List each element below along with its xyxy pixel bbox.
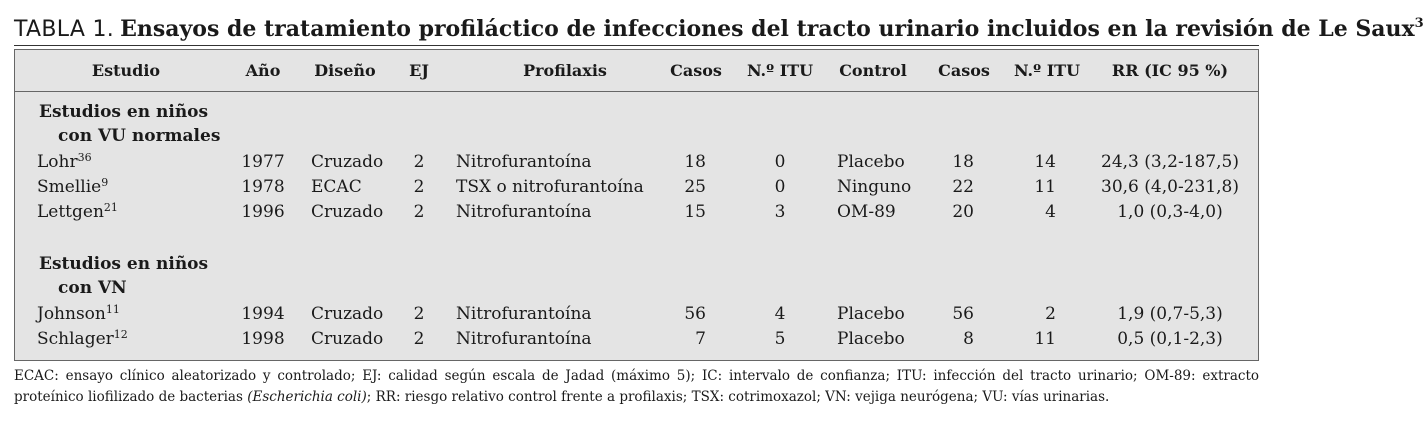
- cell-design: ECAC: [311, 177, 362, 197]
- cell-itu: 0: [774, 152, 786, 172]
- cell-year: 1998: [241, 329, 285, 349]
- cell-cases: 7: [695, 329, 706, 349]
- col-header-control: Control: [839, 61, 907, 80]
- cell-ej: 2: [413, 152, 425, 172]
- cell-itu: 5: [774, 329, 786, 349]
- cell-control-itu: 14: [1034, 152, 1056, 172]
- col-header-estudio: Estudio: [91, 61, 161, 80]
- table-title-text: Ensayos de tratamiento profiláctico de infecciones del tracto urinario incluidos en la revisión de Le Saux$^3$: [120, 16, 1424, 42]
- col-header-ano: Año: [245, 61, 281, 80]
- cell-rr: 1,0 (0,3-4,0): [1117, 202, 1223, 222]
- col-header-profilaxis: Profilaxis: [523, 61, 607, 80]
- cell-rr: 30,6 (4,0-231,8): [1101, 177, 1239, 197]
- cell-control-cases: 56: [952, 304, 974, 324]
- cell-ej: 2: [413, 177, 425, 197]
- cell-control-cases: 22: [952, 177, 974, 197]
- cell-control: Placebo: [837, 152, 905, 172]
- cell-prophylaxis: Nitrofurantoína: [456, 329, 592, 349]
- cell-rr: 24,3 (3,2-187,5): [1101, 152, 1239, 172]
- cell-control-cases: 20: [952, 202, 974, 222]
- cell-design: Cruzado: [311, 152, 384, 172]
- cell-study: Smellie$^9$: [37, 176, 109, 197]
- study-reference: 9: [101, 176, 109, 189]
- cell-study: Schlager$^{12}$: [37, 328, 128, 349]
- study-reference: 21: [103, 201, 118, 214]
- study-reference: 36: [77, 151, 92, 164]
- cell-design: Cruzado: [311, 329, 384, 349]
- footnote-italic: (Escherichia coli): [247, 389, 367, 405]
- cell-rr: 1,9 (0,7-5,3): [1117, 304, 1223, 324]
- cell-control-itu: 2: [1045, 304, 1056, 324]
- data-table: [14, 49, 1259, 361]
- cell-cases: 56: [684, 304, 706, 324]
- col-header-casos: Casos: [670, 61, 722, 80]
- cell-control-cases: 8: [963, 329, 974, 349]
- cell-control: OM-89: [837, 202, 896, 222]
- col-header-control-itu: N.º ITU: [1013, 61, 1081, 80]
- cell-design: Cruzado: [311, 202, 384, 222]
- cell-ej: 2: [413, 304, 425, 324]
- cell-rr: 0,5 (0,1-2,3): [1117, 329, 1223, 349]
- col-header-ej: EJ: [409, 61, 429, 80]
- cell-year: 1994: [241, 304, 285, 324]
- cell-prophylaxis: Nitrofurantoína: [456, 152, 592, 172]
- cell-prophylaxis: TSX o nitrofurantoína: [456, 177, 644, 197]
- cell-ej: 2: [413, 202, 425, 222]
- col-header-itu: N.º ITU: [746, 61, 814, 80]
- cell-ej: 2: [413, 329, 425, 349]
- table-title: [14, 14, 1424, 45]
- title-rule: [14, 45, 1259, 46]
- cell-control-itu: 11: [1034, 329, 1056, 349]
- table-footnote: ECAC: ensayo clínico aleatorizado y controlado; EJ: calidad según escala de Jadad (máximo 5); IC: intervalo de confianza; ITU: infección del tracto urinario; OM-89: extracto proteínico liofilizado de bacterias (Escherichia coli); RR: riesgo relativo control frente a profilaxis; TSX: cotrimoxazol; VN: vejiga neurógena; VU: vías urinarias.: [14, 368, 1259, 405]
- cell-prophylaxis: Nitrofurantoína: [456, 202, 592, 222]
- cell-cases: 15: [684, 202, 706, 222]
- cell-study: Lettgen$^{21}$: [37, 201, 118, 222]
- group-label: Estudios en niños con VU normales: [39, 102, 221, 146]
- cell-year: 1977: [241, 152, 285, 172]
- header-rule: [15, 91, 1258, 92]
- cell-year: 1996: [241, 202, 285, 222]
- cell-control: Placebo: [837, 329, 905, 349]
- cell-cases: 18: [684, 152, 706, 172]
- col-header-rr: RR (IC 95 %): [1111, 61, 1229, 80]
- cell-design: Cruzado: [311, 304, 384, 324]
- cell-itu: 0: [774, 177, 786, 197]
- cell-cases: 25: [684, 177, 706, 197]
- cell-study: Johnson$^{11}$: [37, 303, 120, 324]
- cell-control-itu: 11: [1034, 177, 1056, 197]
- cell-itu: 3: [774, 202, 786, 222]
- cell-control: Placebo: [837, 304, 905, 324]
- cell-year: 1978: [241, 177, 285, 197]
- col-header-control-casos: Casos: [938, 61, 990, 80]
- cell-control-itu: 4: [1045, 202, 1056, 222]
- group-label: Estudios en niños con VN: [39, 254, 209, 298]
- title-reference: 3: [1414, 16, 1424, 31]
- cell-study: Lohr$^{36}$: [37, 151, 92, 172]
- col-header-diseno: Diseño: [314, 61, 376, 80]
- cell-itu: 4: [774, 304, 786, 324]
- study-reference: 12: [113, 328, 128, 341]
- study-reference: 11: [105, 303, 120, 316]
- table-label: TABLA 1.: [14, 17, 115, 42]
- cell-control: Ninguno: [837, 177, 912, 197]
- cell-prophylaxis: Nitrofurantoína: [456, 304, 592, 324]
- cell-control-cases: 18: [952, 152, 974, 172]
